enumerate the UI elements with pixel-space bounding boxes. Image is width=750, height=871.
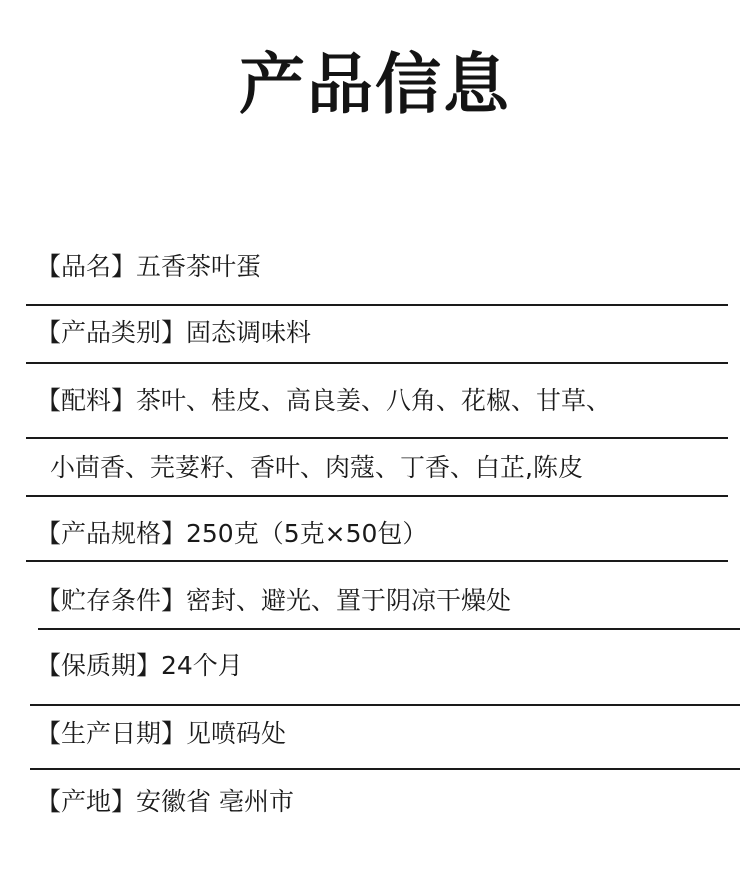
divider-line bbox=[26, 362, 728, 364]
info-row-product-name: 【品名】五香茶叶蛋 bbox=[36, 252, 262, 281]
page-title: 产品信息 bbox=[239, 45, 511, 123]
info-row-ingredients: 【配料】茶叶、桂皮、高良姜、八角、花椒、甘草、 bbox=[36, 386, 612, 415]
info-row-category: 【产品类别】固态调味料 bbox=[36, 318, 312, 347]
divider-line bbox=[26, 495, 728, 497]
divider-line bbox=[30, 704, 740, 706]
info-row-production-date: 【生产日期】见喷码处 bbox=[36, 719, 287, 748]
divider-line bbox=[26, 437, 728, 439]
info-row-ingredients-continued: 小茴香、芫荽籽、香叶、肉蔻、丁香、白芷,陈皮 bbox=[50, 453, 583, 482]
divider-line bbox=[26, 560, 728, 562]
info-row-storage: 【贮存条件】密封、避光、置于阴凉干燥处 bbox=[36, 586, 512, 615]
info-row-origin: 【产地】安徽省 亳州市 bbox=[36, 787, 294, 816]
divider-line bbox=[38, 628, 740, 630]
divider-line bbox=[26, 304, 728, 306]
info-row-specification: 【产品规格】250克（5克×50包） bbox=[36, 519, 428, 548]
divider-line bbox=[30, 768, 740, 770]
info-row-shelf-life: 【保质期】24个月 bbox=[36, 651, 243, 680]
